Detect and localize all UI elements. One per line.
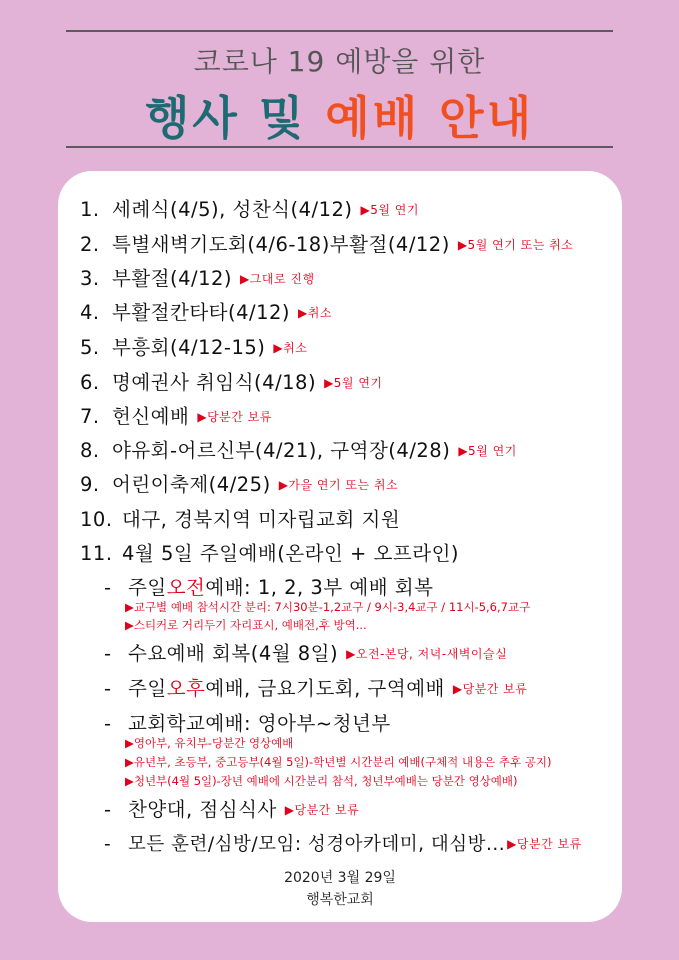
list-item: [80, 401, 272, 429]
sub-item-note: ▶오전-본당, 저녁-새벽이슬실: [346, 647, 508, 661]
item-number: 4.: [80, 301, 100, 324]
item-text: 명예권사 취임식(4/18): [112, 371, 317, 394]
sub-item-dash: -: [104, 712, 112, 735]
item-text: 대구, 경북지역 미자립교회 지원: [122, 508, 401, 531]
item-text: 어린이축제(4/25): [112, 473, 271, 496]
item-text: 야유회-어르신부(4/21), 구역장(4/28): [112, 439, 451, 462]
list-item: [80, 263, 315, 291]
sub-item-text: 찬양대, 점심식사: [128, 798, 277, 821]
sub-item-note: ▶당분간 보류: [452, 682, 528, 696]
item-number: 8.: [80, 439, 100, 462]
item-note: ▶5월 연기 또는 취소: [457, 238, 574, 252]
item-note: ▶당분간 보류: [197, 410, 272, 424]
item-number: 3.: [80, 267, 100, 290]
sub-item-choir: [104, 794, 359, 822]
item-note: ▶5월 연기: [458, 444, 517, 458]
list-item: [80, 435, 517, 463]
sub-item-text: 모든 훈련/심방/모임: 성경아카데미, 대심방...: [128, 834, 506, 855]
list-item: [80, 297, 332, 325]
list-item: [80, 332, 307, 360]
item-text: 세례식(4/5), 성찬식(4/12): [112, 198, 353, 221]
sub-item-detail: ▶청년부(4월 5일)-장년 예배에 시간분리 참석, 청년부예배는 당분간 영상예배): [125, 774, 518, 788]
footer-church-name: 행복한교회: [306, 892, 374, 908]
item-text: 부흥회(4/12-15): [112, 336, 266, 359]
sub-item-dash: -: [104, 677, 112, 700]
sub-item-note: ▶당분간 보류: [284, 803, 360, 817]
item-number: 10.: [80, 508, 113, 531]
item-number: 2.: [80, 233, 100, 256]
item-note: ▶취소: [273, 341, 308, 355]
sub-item-dash: -: [104, 576, 112, 599]
sub-item-text-suffix: 예배: 1, 2, 3부 예배 회복: [205, 576, 434, 599]
sub-item-training: [104, 830, 582, 856]
item-text: 헌신예배: [112, 405, 190, 428]
item-note: ▶그대로 진행: [240, 272, 315, 286]
item-text: 4월 5일 주일예배(온라인 + 오프라인): [122, 542, 460, 565]
item-note: ▶5월 연기: [360, 203, 419, 217]
page-title: [0, 82, 679, 148]
footer-date: 2020년 3월 29일: [284, 870, 396, 886]
item-number: 11.: [80, 542, 113, 565]
item-text: 부활절(4/12): [112, 267, 233, 290]
list-item: [80, 469, 398, 497]
item-number: 5.: [80, 336, 100, 359]
list-item: [80, 229, 573, 257]
sub-item-text-prefix: 주일: [128, 677, 167, 700]
title-part-worship: 예배 안내: [325, 91, 535, 145]
sub-item-text-prefix: 주일: [128, 576, 167, 599]
sub-item-morning-worship: [104, 572, 433, 600]
item-note: ▶취소: [298, 306, 332, 320]
sub-item-text-highlight: 오후: [166, 677, 206, 700]
sub-item-text: 교회학교예배: 영아부~청년부: [128, 712, 391, 735]
list-item: [80, 367, 383, 395]
sub-item-afternoon-worship: [104, 673, 527, 701]
sub-item-church-school: [104, 708, 391, 736]
item-text: 부활절칸타타(4/12): [112, 301, 291, 324]
title-part-events: 행사 및: [144, 91, 307, 145]
sub-item-detail: ▶교구별 예배 참석시간 분리: 7시30분-1,2교구 / 9시-3,4교구 / 11시-5,6,7교구: [125, 600, 531, 614]
sub-item-detail: ▶스티커로 거리두기 자리표시, 예배전,후 방역...: [125, 618, 367, 632]
sub-item-detail: ▶유년부, 초등부, 중고등부(4월 5일)-학년별 시간분리 예배(구체적 내용은 추후 공지): [125, 755, 552, 769]
notice-card: [58, 171, 622, 922]
bottom-rule: [66, 146, 613, 148]
sub-item-dash: -: [104, 834, 112, 855]
sub-item-wednesday-worship: [104, 638, 507, 666]
sub-item-dash: -: [104, 642, 112, 665]
item-text: 특별새벽기도회(4/6-18)부활절(4/12): [112, 233, 450, 256]
sub-item-note: ▶당분간 보류: [507, 837, 582, 851]
list-item: [80, 194, 419, 222]
sub-item-detail: ▶영아부, 유치부-당분간 영상예배: [125, 736, 294, 750]
item-number: 7.: [80, 405, 100, 428]
sub-item-dash: -: [104, 798, 112, 821]
subtitle: 코로나 19 예방을 위한: [193, 45, 486, 78]
item-note: ▶5월 연기: [324, 376, 383, 390]
sub-item-text-suffix: 예배, 금요기도회, 구역예배: [205, 677, 445, 700]
item-number: 6.: [80, 371, 100, 394]
list-item: [80, 538, 459, 566]
item-number: 9.: [80, 473, 100, 496]
item-note: ▶가을 연기 또는 취소: [278, 478, 399, 492]
list-item: [80, 504, 400, 532]
sub-item-text-highlight: 오전: [166, 576, 206, 599]
top-rule: [66, 30, 613, 32]
sub-item-text: 수요예배 회복(4월 8일): [128, 642, 339, 665]
item-number: 1.: [80, 198, 100, 221]
